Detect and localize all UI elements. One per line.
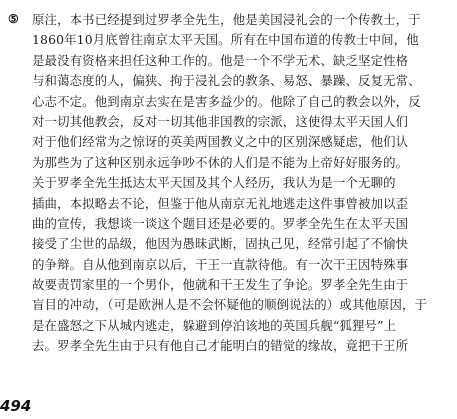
footnote-line: 关于罗孝全先生抵达太平天国及其个人经历，我认为是一个无聊的 — [32, 175, 396, 191]
footnote-line: 的争辩。自从他到南京以后，干王一直款待他。有一次干王因特殊事 — [32, 256, 409, 272]
footnote-line: 接受了尘世的品级，他因为愚昧武断，固执己见，经常引起了不愉快 — [32, 236, 409, 252]
footnote-line: 心志不定。他到南京去实在是害多益少的。他除了自己的教会以外，反 — [32, 93, 421, 109]
footnote-text — [32, 10, 448, 357]
footnote-marker: ⑤ — [8, 12, 19, 26]
footnote-line: 曲的宣传，我想谈一谈这个题目还是必要的。罗孝全先生在太平天国 — [32, 215, 409, 231]
footnote-line: 对一切其他教会，反对一切其他非国教的宗派，这使得太平天国人们 — [32, 113, 409, 129]
footnote-line: 插曲，本拟略去不论，但鉴于他从南京无礼地逃走这件事曾被加以歪 — [32, 195, 409, 211]
footnote-line: 故要责罚家里的一个男仆，他就和干王发生了争论。罗孝全先生由于 — [32, 277, 409, 293]
footnote-line: 1860年10月底曾往南京太平天国。所有在中国布道的传教士中间，他 — [32, 32, 419, 48]
footnote-line: 与和蔼态度的人，偏狭、拘于浸礼会的教条、易怒、暴躁、反复无常、 — [32, 73, 421, 89]
footnote-line: 去。罗孝全先生由于只有他自己才能明白的错觉的缘故，竟把干王所 — [32, 338, 409, 354]
footnote-line: 对于他们经常为之惊讶的英美两国教义之中的区别深感疑虑，他们认 — [32, 134, 409, 150]
page-number: 494 — [0, 397, 32, 415]
footnote-line: 为那些为了这种区别永远争吵不休的人们是不能为上帝好好服务的。 — [32, 154, 409, 170]
footnote-line: 是最没有资格来担任这种工作的。他是一个不学无术、缺乏坚定性格 — [32, 52, 409, 68]
footnote-line: 原注，本书已经提到过罗孝全先生，他是美国浸礼会的一个传教士，于 — [32, 12, 421, 27]
footnote-line: 是在盛怒之下从城内逃走，躲避到停泊该地的英国兵舰“狐狸号”上 — [32, 317, 397, 333]
footnote-line: 盲目的冲动，（可是欧洲人是不会怀疑他的顺倒说法的）或其他原因，于 — [32, 297, 428, 313]
